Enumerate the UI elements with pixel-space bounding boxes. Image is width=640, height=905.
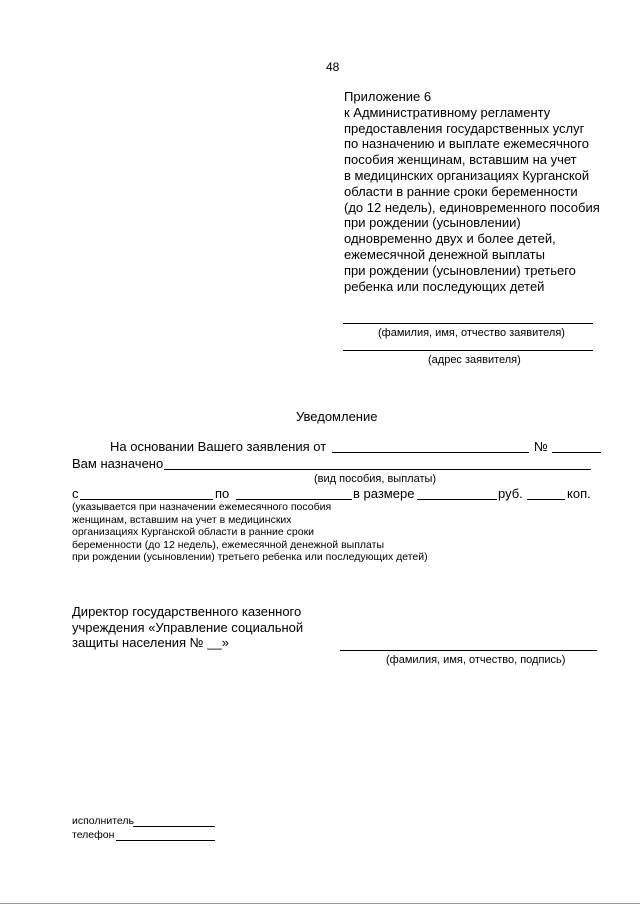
assigned-label: Вам назначено <box>72 456 164 471</box>
rub-label: руб. <box>498 486 523 501</box>
benefit-type-line[interactable] <box>164 469 591 470</box>
phone-label: телефон <box>72 829 115 841</box>
phone-line[interactable] <box>116 840 215 841</box>
from-date-line[interactable] <box>80 499 213 500</box>
director-line: учреждения «Управление социальной <box>72 619 304 635</box>
applicant-address-caption: (адрес заявителя) <box>428 354 521 366</box>
note-line: организациях Курганской области в ранние сроки <box>72 526 315 539</box>
appendix-line: одновременно двух и более детей, <box>344 231 556 247</box>
signature-caption: (фамилия, имя, отчество, подпись) <box>386 654 566 666</box>
kop-label: коп. <box>567 486 591 501</box>
appendix-line: (до 12 недель), единовременного пособия <box>344 199 600 215</box>
intro-text: На основании Вашего заявления от <box>110 439 327 454</box>
note-line: (указывается при назначении ежемесячного пособия <box>72 501 332 513</box>
amount-rub-line[interactable] <box>417 499 497 500</box>
applicant-address-line[interactable] <box>343 350 593 351</box>
appendix-line: ежемесячной денежной выплаты <box>344 246 545 262</box>
appendix-line: пособия женщинам, вставшим на учет <box>344 152 577 168</box>
appendix-line: области в ранние сроки беременности <box>344 183 578 199</box>
benefit-type-caption: (вид пособия, выплаты) <box>314 473 437 485</box>
appendix-line: предоставления государственных услуг <box>344 120 585 136</box>
document-title: Уведомление <box>296 409 378 424</box>
application-number-line[interactable] <box>552 452 601 453</box>
page-edge-rule <box>0 903 640 904</box>
applicant-name-line[interactable] <box>343 323 593 324</box>
director-signature-line[interactable] <box>340 650 597 651</box>
appendix-line: ребенка или последующих детей <box>344 278 545 294</box>
appendix-line: в медицинских организациях Курганской <box>344 167 590 183</box>
note-block <box>72 501 428 564</box>
director-line: Директор государственного казенного <box>72 604 302 619</box>
director-block <box>72 604 303 651</box>
to-label: по <box>215 486 230 501</box>
appendix-line: по назначению и выплате ежемесячного <box>344 136 589 152</box>
application-date-line[interactable] <box>332 452 529 453</box>
page-number: 48 <box>326 60 340 74</box>
from-label: с <box>72 486 79 501</box>
amount-kop-line[interactable] <box>527 499 565 500</box>
note-line: женщинам, вставшим на учет в медицинских <box>72 513 292 526</box>
appendix-line: Приложение 6 <box>344 89 432 104</box>
to-date-line[interactable] <box>236 499 352 500</box>
appendix-line: при рождении (усыновлении) третьего <box>344 262 576 278</box>
director-line: защиты населения № __» <box>72 635 229 650</box>
applicant-name-caption: (фамилия, имя, отчество заявителя) <box>378 327 565 339</box>
appendix-line: к Административному регламенту <box>344 104 551 120</box>
note-line: при рождении (усыновлении) третьего ребенка или последующих детей) <box>72 551 428 564</box>
executor-label: исполнитель <box>72 815 134 827</box>
executor-line[interactable] <box>133 826 215 827</box>
appendix-line: при рождении (усыновлении) <box>344 215 521 231</box>
note-line: беременности (до 12 недель), ежемесячной денежной выплаты <box>72 538 384 551</box>
appendix-block <box>344 89 600 294</box>
amount-label: в размере <box>353 486 415 501</box>
number-label: № <box>534 439 548 454</box>
